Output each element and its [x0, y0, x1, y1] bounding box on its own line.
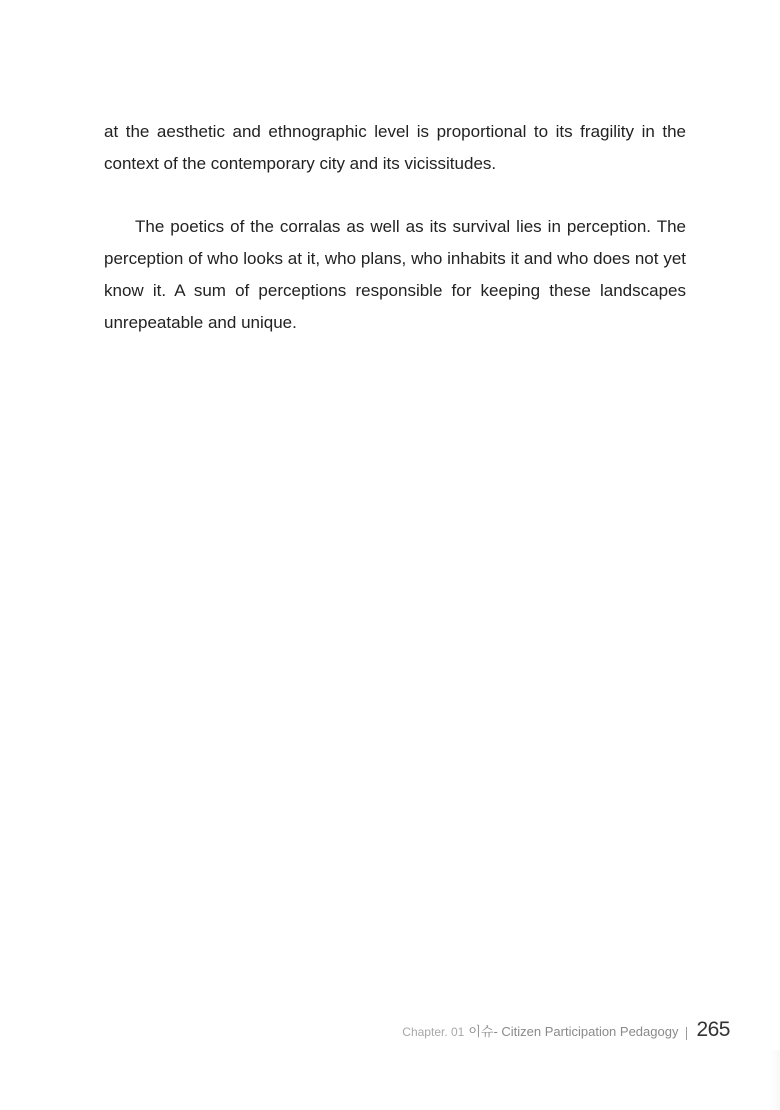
paragraph-continuation: at the aesthetic and ethnographic level is proportional to its fragility in the context of the contemporary city and its vicissitudes. — [104, 122, 686, 173]
chapter-title: 이슈- Citizen Participation Pedagogy — [468, 1024, 679, 1039]
page-number: 265 — [696, 1018, 730, 1041]
page-edge-shadow — [770, 1050, 780, 1110]
chapter-label: Chapter. 01 — [402, 1025, 465, 1039]
footer-separator — [686, 1027, 687, 1040]
page-footer — [402, 1018, 730, 1048]
paragraph-poetics-of-corralas: The poetics of the corralas as well as its survival lies in perception. The perception of who looks at it, who plans, who inhabits it and who does not yet know it. A sum of perceptions responsible for keeping these landscapes unrepeatable and unique. — [104, 217, 686, 332]
